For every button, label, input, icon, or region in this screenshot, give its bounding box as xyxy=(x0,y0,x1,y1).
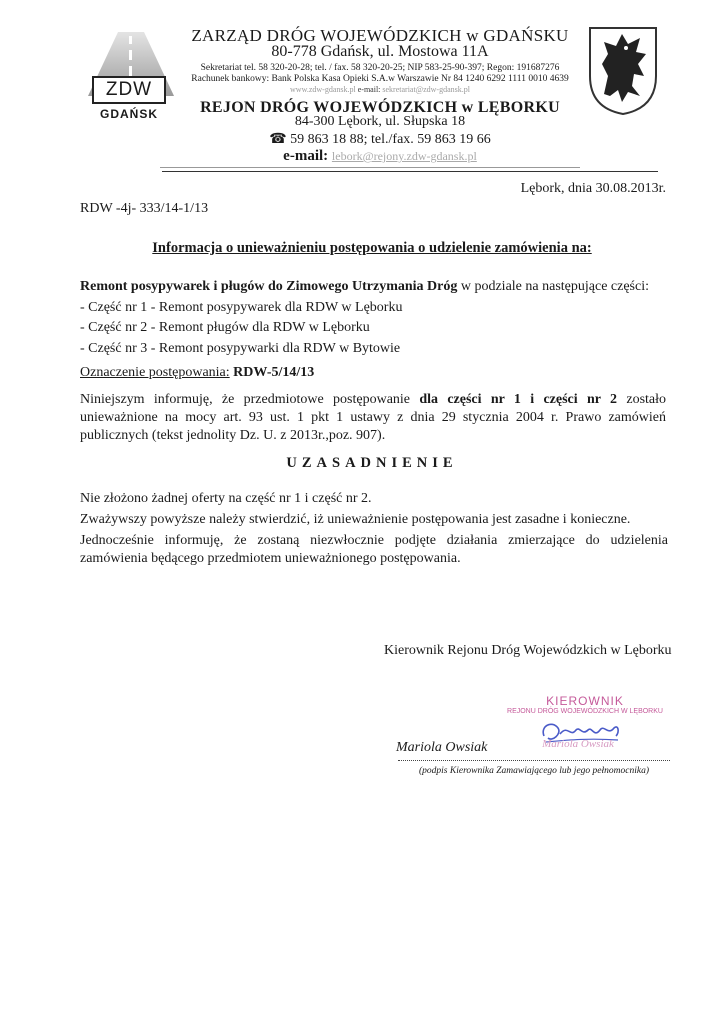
marking-value: RDW-5/14/13 xyxy=(233,365,315,380)
signature-line xyxy=(398,760,670,761)
stamp-title: KIEROWNIK xyxy=(546,694,624,708)
region-title: REJON DRÓG WOJEWÓDZKICH w LĘBORKU xyxy=(200,99,560,116)
stamp-subtitle: REJONU DRÓG WOJEWÓDZKICH W LĘBORKU xyxy=(507,708,663,715)
stamp-name: Mariola Owsiak xyxy=(542,738,614,750)
region-phone-line xyxy=(160,131,600,148)
annulment-notice xyxy=(80,391,666,445)
region-phone: 59 863 18 88; tel./fax. 59 863 19 66 xyxy=(290,132,491,147)
signature-caption: (podpis Kierownika Zamawiającego lub jego pełnomocnika) xyxy=(419,766,649,776)
region-email-label: e-mail: xyxy=(283,148,329,164)
org-bank-line: Rachunek bankowy: Bank Polska Kasa Opieki S.A.w Warszawie Nr 84 1240 6292 1111 0010 4639 xyxy=(191,74,569,84)
procedure-marking xyxy=(80,364,314,382)
part-item-3: - Część nr 3 - Remont posypywarki dla RDW w Bytowie xyxy=(80,341,401,356)
subject-paragraph xyxy=(80,278,668,296)
header-divider xyxy=(162,171,658,172)
org-www-link[interactable]: www.zdw-gdansk.pl xyxy=(290,85,356,94)
part-item-2: - Część nr 2 - Remont pługów dla RDW w Lęborku xyxy=(80,320,370,335)
justification-line-3: Jednocześnie informuję, że zostaną niezwłocznie podjęte działania zmierzające do udzielenia zamówienia będącego przedmiotem unieważnionego postępowania. xyxy=(80,533,668,566)
zdw-logo-city: GDAŃSK xyxy=(99,107,158,121)
org-web-line xyxy=(160,85,600,94)
document-reference: RDW -4j- 333/14-1/13 xyxy=(80,201,209,216)
justification-line-2: Zważywszy powyższe należy stwierdzić, iż unieważnienie postępowania jest zasadne i konieczne. xyxy=(80,512,631,527)
document-heading: Informacja o unieważnieniu postępowania o udzielenie zamówienia na: xyxy=(152,240,592,256)
region-email-link[interactable]: lebork@rejony.zdw-gdansk.pl xyxy=(331,149,477,163)
org-address: 80-778 Gdańsk, ul. Mostowa 11A xyxy=(271,43,489,60)
phone-icon: ☎ xyxy=(269,132,287,147)
justification-line-1: Nie złożono żadnej oferty na część nr 1 i część nr 2. xyxy=(80,491,372,506)
subject-bold: Remont posypywarek i pługów do Zimowego Utrzymania Dróg xyxy=(80,279,458,294)
signer-name: Mariola Owsiak xyxy=(396,740,488,755)
part-item-1: - Część nr 1 - Remont posypywarek dla RDW w Lęborku xyxy=(80,300,403,315)
org-contact-line: Sekretariat tel. 58 320-20-28; tel. / fax. 58 320-20-25; NIP 583-25-90-397; Regon: 191687276 xyxy=(200,63,560,73)
zdw-logo-text: ZDW xyxy=(92,76,166,104)
document-date: Lębork, dnia 30.08.2013r. xyxy=(520,181,666,196)
notice-part-a: Niniejszym informuję, że przedmiotowe postępowanie xyxy=(80,392,420,407)
notice-part-b: zostało unieważnione na mocy art. 93 ust. 1 pkt 1 ustawy z dnia 29 stycznia 2004 r. Prawo zamówień publicznych (tekst jednolity Dz. U. z 2013r.,poz. 907). xyxy=(80,392,667,443)
region-email-line xyxy=(160,148,600,165)
org-title: ZARZĄD DRÓG WOJEWÓDZKICH w GDAŃSKU xyxy=(191,26,569,45)
org-email-label: e-mail: xyxy=(357,85,381,94)
org-email-link[interactable]: sekretariat@zdw-gdansk.pl xyxy=(382,85,470,94)
signatory-title: Kierownik Rejonu Dróg Wojewódzkich w Lęborku xyxy=(384,643,672,658)
justification-title: UZASADNIENIE xyxy=(286,455,458,471)
region-address: 84-300 Lębork, ul. Słupska 18 xyxy=(294,114,466,129)
subject-rest: w podziale na następujące części: xyxy=(457,279,649,294)
notice-bold: dla części nr 1 i części nr 2 xyxy=(419,392,618,407)
header-divider-thin xyxy=(160,167,580,168)
marking-label: Oznaczenie postępowania: xyxy=(80,365,230,380)
